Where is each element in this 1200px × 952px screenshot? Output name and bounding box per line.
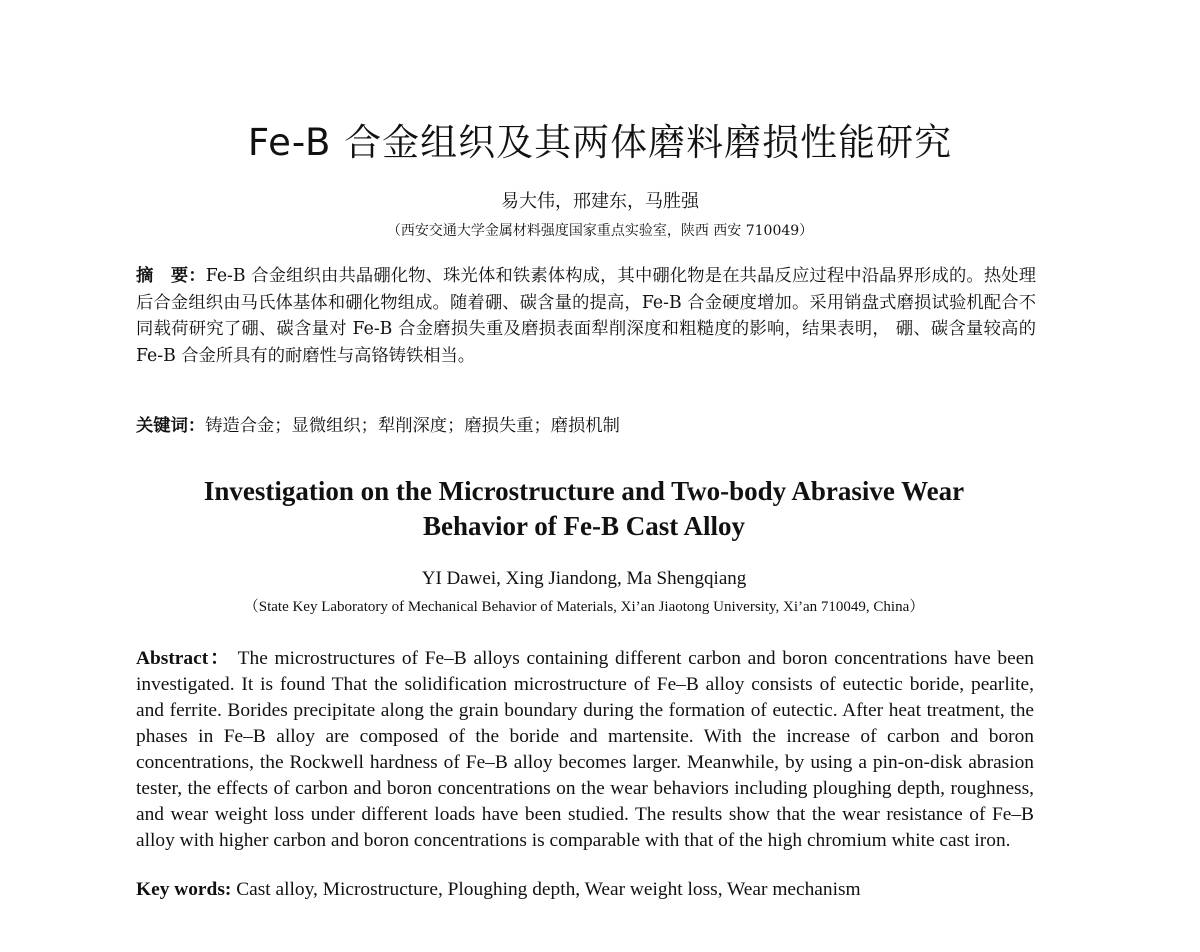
chinese-abstract-text: Fe-B 合金组织由共晶硼化物、珠光体和铁素体构成，其中硼化物是在共晶反应过程中沿晶界形成的。热处理后合金组织由马氏体基体和硼化物组成。随着硼、碳含量的提高，Fe-B 合金硬度增加。采用销盘式磨损试验机配合不同载荷研究了硼、碳含量对 Fe-B 合金磨损失重及磨损表面犁削深度和粗糙度的影响，结果表明， 硼、碳含量较高的 Fe-B 合金所具有的耐磨性与高铬铸铁相当。 xyxy=(136,266,1036,366)
chinese-authors: 易大伟，邢建东，马胜强 xyxy=(501,191,699,212)
chinese-keywords-text: 铸造合金；显微组织；犁削深度；磨损失重；磨损机制 xyxy=(205,416,620,436)
english-abstract-label: Abstract： xyxy=(136,648,232,669)
chinese-title: Fe-B 合金组织及其两体磨料磨损性能研究 xyxy=(247,121,953,164)
chinese-keywords-label: 关键词： xyxy=(136,416,206,436)
chinese-abstract xyxy=(136,263,1036,369)
english-title-line-2: Behavior of Fe-B Cast Alloy xyxy=(423,511,745,541)
chinese-abstract-label: 摘 要： xyxy=(136,266,206,286)
english-authors: YI Dawei, Xing Jiandong, Ma Shengqiang xyxy=(421,568,747,589)
english-keywords-label: Key words: xyxy=(136,879,232,900)
chinese-affiliation: （西安交通大学金属材料强度国家重点实验室，陕西 西安 710049） xyxy=(386,223,814,239)
english-affiliation: （State Key Laboratory of Mechanical Behavior of Materials, Xi’an Jiaotong University, Xi’an 710049, China） xyxy=(243,599,925,615)
english-abstract-text: The microstructures of Fe–B alloys containing different carbon and boron concentrations have been investigated. It is found That the solidification microstructure of Fe–B alloy consists of eutectic boride, pearlite, and ferrite. Borides precipitate along the grain boundary during the formation of eutectic. After heat treatment, the phases in Fe–B alloy are composed of the boride and martensite. With the increase of carbon and boron concentrations, the Rockwell hardness of Fe–B alloy becomes larger. Meanwhile, by using a pin-on-disk abrasion tester, the effects of carbon and boron concentrations on the wear behaviors including ploughing depth, roughness, and wear weight loss under different loads have been studied. The results show that the wear resistance of Fe–B alloy with higher carbon and boron concentrations is comparable with that of the high chromium white cast iron. xyxy=(136,648,1034,851)
chinese-keywords xyxy=(136,411,1036,436)
english-keywords xyxy=(136,879,1034,901)
english-abstract xyxy=(136,646,1034,854)
english-keywords-text: Cast alloy, Microstructure, Ploughing depth, Wear weight loss, Wear mechanism xyxy=(236,879,861,900)
english-title xyxy=(0,474,1168,544)
english-title-line-1: Investigation on the Microstructure and Two-body Abrasive Wear xyxy=(203,476,965,506)
